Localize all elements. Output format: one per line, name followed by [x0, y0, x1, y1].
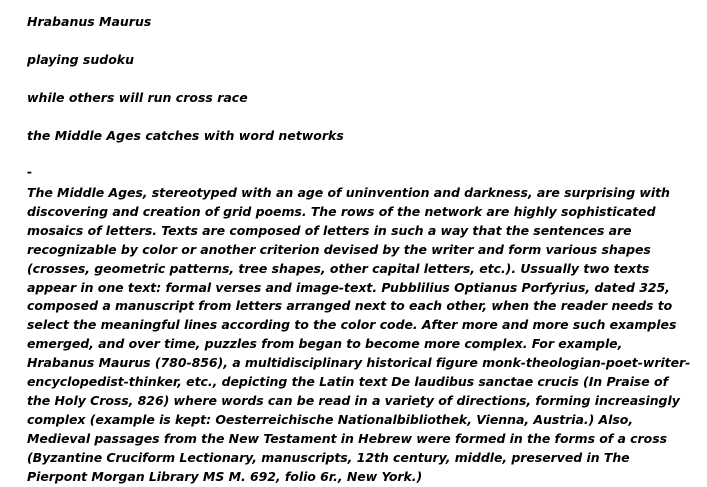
title-line: Hrabanus Maurus — [27, 14, 152, 29]
separator-dash: - — [27, 164, 33, 179]
poem-line-4: the Middle Ages catches with word networks — [27, 128, 344, 143]
poem-line-2: playing sudoku — [27, 52, 135, 67]
body-paragraph: The Middle Ages, stereotyped with an age of uninvention and darkness, are surprising with discovering and creation of grid poems. The rows of the network are highly sophisticated mosaics of letters. Texts are composed of letters in such a way that the sentences are recognizable by color or another criterion devised by the writer and form various shapes (crosses, geometric patterns, tree shapes, other capital letters, etc.). Ussually two texts appear in one text: formal verses and image-text. Pubblilius Optianus Porfyrius, dated 325, composed a manuscript from letters arranged next to each other, when the reader needs to select the meaningful lines according to the color code. After more and more such examples emerged, and over time, puzzles from began to become more complex. For example, Hrabanus Maurus (780-856), a multidisciplinary historical figure monk-theologian-poet-writer-encyclopedist-thinker, etc., depicting the Latin text De laudibus sanctae crucis (In Praise of the Holy Cross, 826) where words can be read in a variety of directions, forming increasingly complex (example is kept: Oesterreichische Nationalbibliothek, Vienna, Austria.) Also, Medieval passages from the New Testament in Hebrew were formed in the forms of a cross (Byzantine Cruciform Lectionary, manuscripts, 12th century, middle, preserved in The Pierpont Morgan Library MS M. 692, folio 6r., New York.) — [27, 185, 691, 484]
poem-line-3: while others will run cross race — [27, 90, 248, 105]
